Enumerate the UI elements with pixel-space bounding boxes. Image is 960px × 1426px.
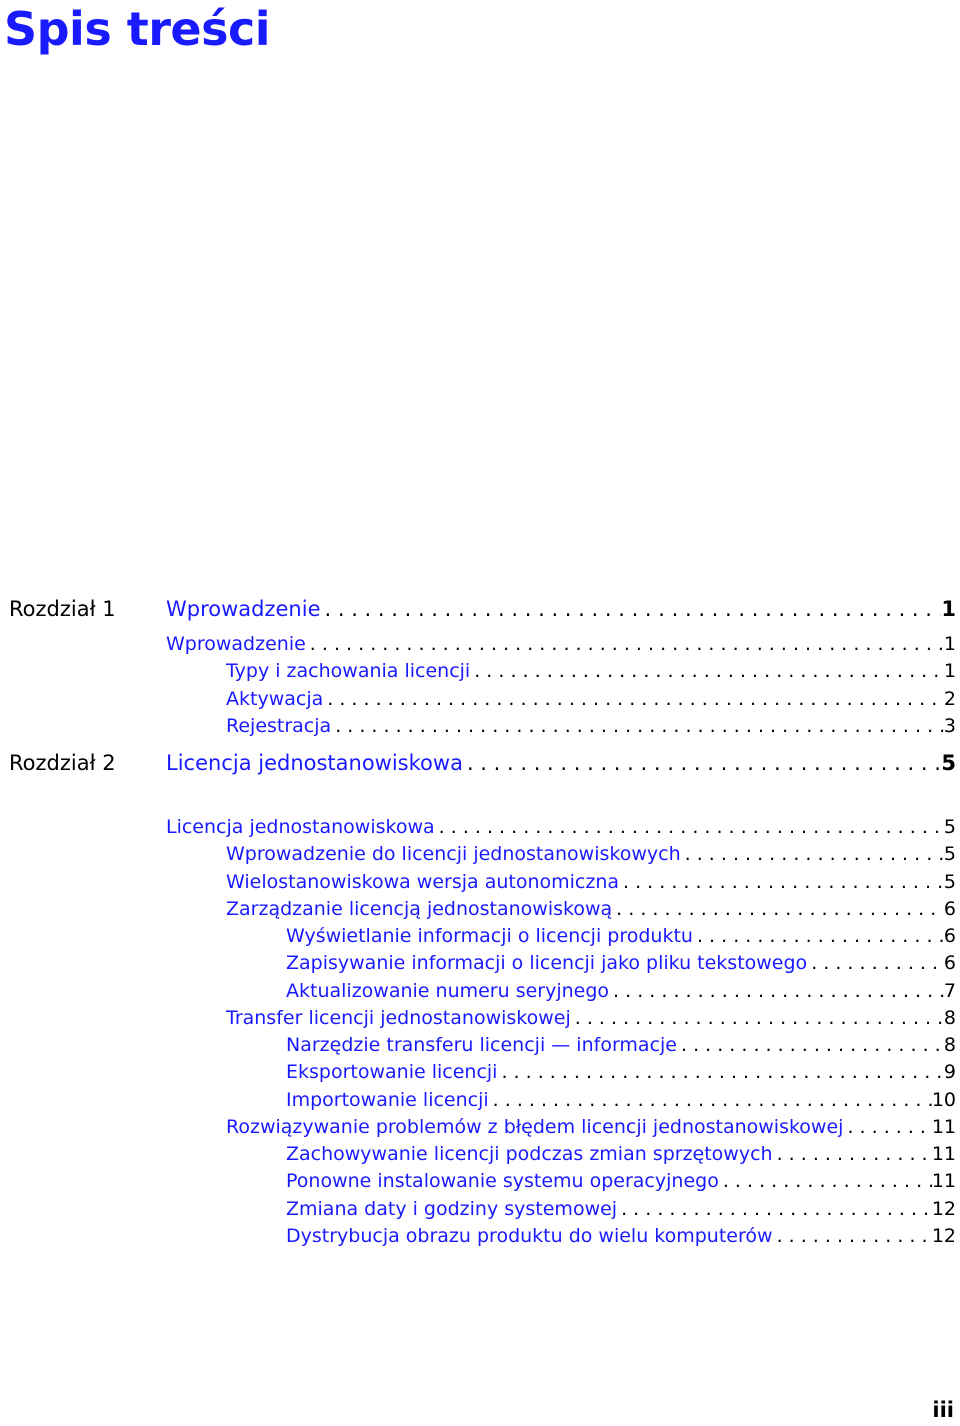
- toc-entry[interactable]: [166, 630, 956, 658]
- toc-entry-title[interactable]: Aktywacja: [226, 687, 324, 710]
- toc-entry-title[interactable]: Narzędzie transferu licencji — informacje: [286, 1034, 677, 1056]
- dot-leader: [609, 977, 944, 1005]
- toc-entry[interactable]: [286, 922, 956, 950]
- dot-leader: [843, 1113, 931, 1141]
- toc-page-number: 5: [943, 843, 956, 866]
- dot-leader: [681, 840, 944, 868]
- toc-entry-title[interactable]: Zachowywanie licencji podczas zmian sprzętowych: [286, 1143, 773, 1165]
- toc-entry-title[interactable]: Wyświetlanie informacji o licencji produktu: [286, 925, 693, 947]
- dot-leader: [677, 1031, 944, 1059]
- dot-leader: [773, 1140, 932, 1168]
- toc-entry[interactable]: [226, 1004, 956, 1032]
- toc-entry-title[interactable]: Aktualizowanie numeru seryjnego: [286, 979, 610, 1002]
- toc-entry[interactable]: [166, 813, 956, 841]
- toc-page-number: 12: [931, 1197, 956, 1220]
- toc-entry[interactable]: [226, 657, 956, 685]
- toc-entry[interactable]: [226, 868, 956, 896]
- page-number: iii: [932, 1398, 954, 1422]
- chapter-label: Rozdział 2: [9, 751, 116, 775]
- toc-page-number: 10: [931, 1088, 956, 1111]
- page-title: Spis treści: [4, 2, 271, 56]
- toc-entry[interactable]: [286, 1195, 956, 1223]
- dot-leader: [306, 630, 944, 658]
- toc-page-number: 2: [943, 687, 956, 710]
- dot-leader: [321, 594, 942, 624]
- toc-page-number: 1: [943, 633, 956, 655]
- toc-page-number: 3: [943, 714, 956, 737]
- dot-leader: [571, 1004, 944, 1032]
- dot-leader: [612, 895, 944, 923]
- toc-page-number: 11: [931, 1170, 956, 1193]
- toc-entry[interactable]: [286, 977, 956, 1005]
- toc-entry-title[interactable]: Wprowadzenie: [166, 597, 321, 621]
- chapter-title-link[interactable]: [166, 594, 956, 622]
- dot-leader: [331, 712, 944, 740]
- toc-entry-title[interactable]: Eksportowanie licencji: [286, 1061, 498, 1084]
- toc-entry-title[interactable]: Ponowne instalowanie systemu operacyjnego: [286, 1170, 719, 1193]
- dot-leader: [807, 949, 944, 977]
- toc-page-number: 11: [931, 1115, 956, 1138]
- toc-entry-title[interactable]: Transfer licencji jednostanowiskowej: [226, 1006, 571, 1029]
- dot-leader: [693, 922, 944, 950]
- toc-page-number: 1: [943, 660, 956, 683]
- toc-page-number: 6: [943, 897, 956, 920]
- dot-leader: [619, 868, 944, 896]
- toc-page-number: 5: [943, 870, 956, 893]
- toc-entry[interactable]: [226, 685, 956, 713]
- toc-entry[interactable]: [286, 1058, 956, 1086]
- toc-page-number: 5: [941, 751, 956, 775]
- toc-page-number: 11: [931, 1143, 956, 1165]
- dot-leader: [470, 657, 944, 685]
- toc-entry[interactable]: [226, 712, 956, 740]
- toc-entry-title[interactable]: Zapisywanie informacji o licencji jako pliku tekstowego: [286, 952, 808, 975]
- toc-entry-title[interactable]: Typy i zachowania licencji: [226, 660, 471, 683]
- toc-entry[interactable]: [286, 1167, 956, 1195]
- toc-entry[interactable]: [286, 1140, 956, 1168]
- toc-page-number: 6: [943, 925, 956, 947]
- toc-page-number: 9: [943, 1061, 956, 1084]
- toc-entry-title[interactable]: Wprowadzenie do licencji jednostanowiskowych: [226, 843, 681, 866]
- toc-entry-title[interactable]: Licencja jednostanowiskowa: [166, 751, 463, 775]
- toc-entry-title[interactable]: Dystrybucja obrazu produktu do wielu komputerów: [286, 1224, 773, 1247]
- toc-page-number: 7: [943, 979, 956, 1002]
- dot-leader: [497, 1058, 943, 1086]
- toc-entry[interactable]: [286, 1222, 956, 1250]
- toc-page-number: 6: [943, 952, 956, 975]
- toc-entry-title[interactable]: Wielostanowiskowa wersja autonomiczna: [226, 870, 620, 893]
- toc-entry[interactable]: [286, 1086, 956, 1114]
- toc-entry-title[interactable]: Zmiana daty i godziny systemowej: [286, 1197, 618, 1220]
- toc-page-number: 5: [943, 816, 956, 838]
- toc-entry-title[interactable]: Rozwiązywanie problemów z błędem licencji jednostanowiskowej: [226, 1115, 844, 1138]
- toc-entry[interactable]: [226, 895, 956, 923]
- toc-entry-title[interactable]: Zarządzanie licencją jednostanowiskową: [226, 897, 613, 920]
- toc-page-number: 8: [943, 1006, 956, 1029]
- toc-page-number: 8: [943, 1034, 956, 1056]
- chapter-label: Rozdział 1: [9, 597, 116, 621]
- dot-leader: [773, 1222, 932, 1250]
- dot-leader: [323, 685, 944, 713]
- toc-entry-title[interactable]: Rejestracja: [226, 714, 332, 737]
- toc-entry-title[interactable]: Importowanie licencji: [286, 1088, 489, 1111]
- dot-leader: [489, 1086, 932, 1114]
- toc-entry-title[interactable]: Wprowadzenie: [166, 633, 306, 655]
- toc-entry-title[interactable]: Licencja jednostanowiskowa: [166, 816, 435, 838]
- dot-leader: [719, 1167, 932, 1195]
- dot-leader: [617, 1195, 932, 1223]
- toc-page-number: 1: [941, 597, 956, 621]
- toc-entry[interactable]: [286, 1031, 956, 1059]
- toc-entry[interactable]: [226, 840, 956, 868]
- dot-leader: [463, 748, 941, 778]
- toc-page-number: 12: [931, 1224, 956, 1247]
- dot-leader: [435, 813, 944, 841]
- toc-entry[interactable]: [286, 949, 956, 977]
- chapter-title-link[interactable]: [166, 748, 956, 776]
- toc-entry[interactable]: [226, 1113, 956, 1141]
